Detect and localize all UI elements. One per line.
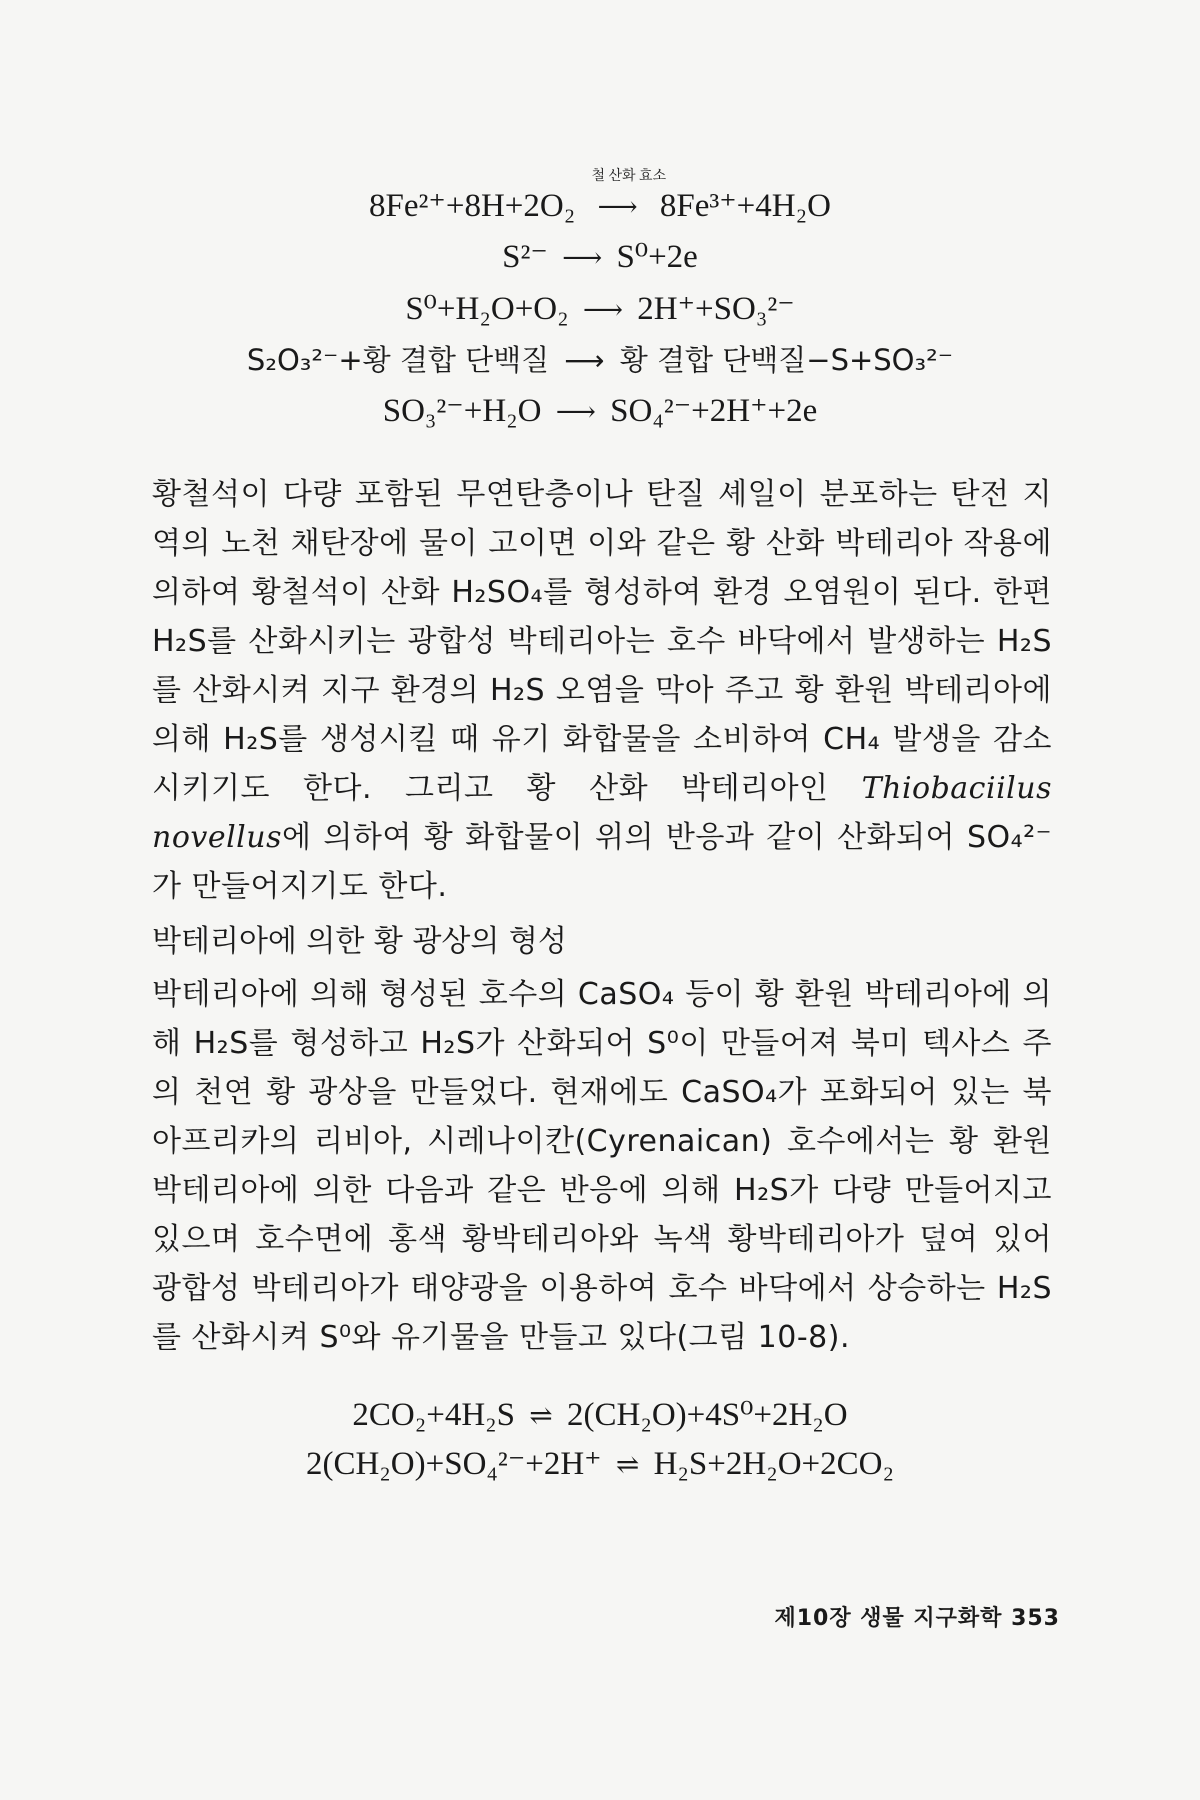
equation-lhs: S²⁻ bbox=[502, 239, 548, 275]
equilibrium-arrow-icon: ⇌ bbox=[529, 1401, 553, 1432]
arrow-label: 철 산화 효소 bbox=[591, 169, 667, 184]
equation-lhs: 8Fe²⁺+8H+2O₂ bbox=[369, 188, 576, 224]
equation-rhs: 2(CH₂O)+4S⁰+2H₂O bbox=[566, 1397, 848, 1433]
page-footer: 제10장 생물 지구화학 353 bbox=[774, 1606, 1060, 1631]
equation-rhs: 8Fe³⁺+4H₂O bbox=[659, 188, 831, 224]
section-heading: 박테리아에 의한 황 광상의 형성 bbox=[152, 924, 567, 959]
paragraph-sulfur-oxidation bbox=[152, 470, 1052, 911]
paragraph-text: 에 의하여 황 화합물이 위의 반응과 같이 산화되어 SO₄²⁻가 만들어지기도 한다. bbox=[152, 820, 1052, 904]
equation-lhs: S₂O₃²⁻+황 결합 단백질 bbox=[246, 343, 550, 377]
equation-rhs: SO₄²⁻+2H⁺+2e bbox=[610, 393, 818, 429]
equation-rhs: H₂S+2H₂O+2CO₂ bbox=[653, 1446, 895, 1482]
paragraph-sulfur-deposit: 박테리아에 의해 형성된 호수의 CaSO₄ 등이 황 환원 박테리아에 의해 H₂S를 형성하고 H₂S가 산화되어 S⁰이 만들어져 북미 텍사스 주의 천연 황 광상을 만들었다. 현재에도 CaSO₄가 포화되어 있는 북아프리카의 리비아, 시레나이칸(Cyrenaican) 호수에서는 황 환원 박테리아에 의한 다음과 같은 반응에 의해 H₂S가 다량 만들어지고 있으며 호수면에 홍색 황박테리아와 녹색 황박테리아가 덮여 있어 광합성 박테리아가 태양광을 이용하여 호수 바닥에서 상승하는 H₂S를 산화시켜 S⁰와 유기물을 만들고 있다(그림 10-8). bbox=[152, 977, 1052, 1355]
right-arrow-icon: ⟶ bbox=[564, 344, 605, 377]
equation-iron-oxidation bbox=[0, 169, 1200, 228]
equation-thiosulfate bbox=[0, 340, 1200, 381]
equation-rhs: 2H⁺+SO₃²⁻ bbox=[637, 291, 795, 327]
equation-sulfur-oxidation bbox=[0, 289, 1200, 331]
right-arrow-icon: ⟶ bbox=[562, 243, 603, 274]
equation-lhs: S⁰+H₂O+O₂ bbox=[405, 291, 569, 327]
right-arrow-icon: ⟶ bbox=[597, 192, 638, 223]
equation-sulfide-photosynthesis bbox=[0, 1395, 1200, 1437]
equation-rhs: 황 결합 단백질−S+SO₃²⁻ bbox=[619, 343, 954, 377]
equation-sulfide-oxidation bbox=[0, 237, 1200, 279]
equation-rhs: S⁰+2e bbox=[616, 239, 698, 275]
equation-lhs: 2(CH₂O)+SO₄²⁻+2H⁺ bbox=[305, 1446, 602, 1482]
equation-lhs: SO₃²⁻+H₂O bbox=[382, 393, 542, 429]
equilibrium-arrow-icon: ⇌ bbox=[615, 1450, 640, 1481]
equation-sulfite-oxidation bbox=[0, 391, 1200, 433]
labeled-arrow bbox=[591, 169, 667, 228]
right-arrow-icon: ⟶ bbox=[555, 397, 596, 428]
right-arrow-icon: ⟶ bbox=[582, 295, 624, 326]
paragraph-text: 황철석이 다량 포함된 무연탄층이나 탄질 셰일이 분포하는 탄전 지역의 노천 채탄장에 물이 고이면 이와 같은 황 산화 박테리아 작용에 의하여 황철석이 산화 H₂SO₄를 형성하여 환경 오염원이 된다. 한편 H₂S를 산화시키는 광합성 박테리아는 호수 바닥에서 발생하는 H₂S를 산화시켜 지구 환경의 H₂S 오염을 막아 주고 황 환원 박테리아에 의해 H₂S를 생성시킬 때 유기 화합물을 소비하여 CH₄ 발생을 감소시키기도 한다. 그리고 황 산화 박테리아인 bbox=[152, 477, 1052, 806]
species-name: Thiobaciilus novellus bbox=[152, 771, 1052, 855]
equation-sulfate-reduction bbox=[0, 1444, 1200, 1486]
equation-lhs: 2CO₂+4H₂S bbox=[352, 1397, 516, 1433]
